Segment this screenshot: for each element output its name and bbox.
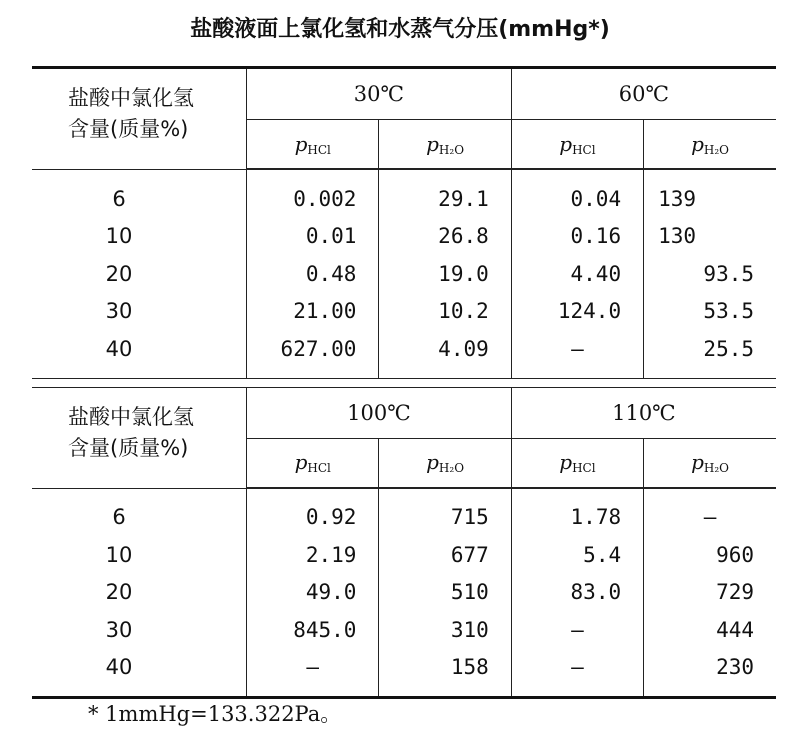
value-cell: 4.09 — [379, 330, 511, 378]
value-cell: 715 — [379, 488, 511, 536]
value-cell: 444 — [716, 617, 754, 642]
temp-header-100: 100℃ — [247, 388, 512, 439]
value-cell: 139 — [658, 186, 697, 211]
value-cell: 19.0 — [379, 255, 511, 293]
pct-cell: 10 — [32, 536, 247, 574]
table-row — [32, 293, 776, 331]
temp-header-30: 30℃ — [247, 69, 512, 120]
value-cell: 0.04 — [511, 170, 643, 218]
row-header-line1: 盐酸中氯化氢 — [68, 86, 194, 110]
value-cell: 0.002 — [247, 170, 379, 218]
sub-header-ph2o: $p_{H_2O}$ — [644, 120, 776, 169]
row-header — [32, 69, 247, 169]
value-cell: 0.01 — [247, 218, 379, 256]
value-cell: — — [247, 649, 379, 697]
value-cell: — — [511, 330, 643, 378]
sub-header-ph2o: $p_{H_2O}$ — [379, 120, 511, 169]
pct-cell: 6 — [32, 488, 247, 536]
pressure-table — [32, 66, 776, 699]
value-cell: 627.00 — [247, 330, 379, 378]
table-block-1 — [32, 69, 776, 378]
value-cell: 4.40 — [511, 255, 643, 293]
sub-header-phcl: $p_{HCl}$ — [511, 120, 643, 169]
sub-header-phcl: $p_{HCl}$ — [511, 438, 643, 487]
value-cell: 510 — [379, 574, 511, 612]
table-block-2 — [32, 388, 776, 697]
table-row — [32, 330, 776, 378]
sub-header-ph2o: $p_{H_2O}$ — [644, 438, 776, 487]
pct-cell: 30 — [32, 611, 247, 649]
pct-cell: 30 — [32, 293, 247, 331]
value-cell: 310 — [379, 611, 511, 649]
block-separator — [32, 378, 776, 388]
value-cell: 845.0 — [247, 611, 379, 649]
value-cell: 49.0 — [247, 574, 379, 612]
row-header-line2: 含量(质量%) — [68, 435, 189, 460]
value-cell: 677 — [379, 536, 511, 574]
table-row — [32, 488, 776, 536]
footnote: * 1mmHg=133.322Pa。 — [88, 702, 342, 726]
pct-cell: 20 — [32, 255, 247, 293]
value-cell: — — [703, 505, 717, 530]
value-cell: — — [511, 611, 643, 649]
temp-header-60: 60℃ — [511, 69, 776, 120]
value-cell: 21.00 — [247, 293, 379, 331]
value-cell: 10.2 — [379, 293, 511, 331]
value-cell: 0.48 — [247, 255, 379, 293]
value-cell: 53.5 — [703, 299, 754, 324]
pct-cell: 40 — [32, 649, 247, 697]
table-row — [32, 611, 776, 649]
table-row — [32, 649, 776, 697]
row-header-line1: 盐酸中氯化氢 — [68, 404, 194, 429]
pct-cell: 10 — [32, 218, 247, 256]
value-cell: 729 — [716, 580, 754, 605]
table-row — [32, 218, 776, 256]
pct-cell: 20 — [32, 574, 247, 612]
table-title: 盐酸液面上氯化氢和水蒸气分压(mmHg*) — [190, 17, 610, 42]
value-cell: 2.19 — [247, 536, 379, 574]
row-header-line2: 含量(质量%) — [68, 117, 189, 141]
temp-header-110: 110℃ — [511, 388, 776, 439]
pct-cell: 6 — [32, 170, 247, 218]
value-cell: 130 — [658, 224, 697, 249]
value-cell: — — [511, 649, 643, 697]
sub-header-phcl: $p_{HCl}$ — [247, 120, 379, 169]
value-cell: 93.5 — [703, 261, 754, 286]
table-row — [32, 536, 776, 574]
value-cell: 0.92 — [247, 488, 379, 536]
row-header — [32, 388, 247, 488]
data-rows-block-2 — [32, 488, 776, 696]
table-row — [32, 574, 776, 612]
table-row — [32, 170, 776, 218]
value-cell: 960 — [716, 542, 754, 567]
value-cell: 83.0 — [511, 574, 643, 612]
value-cell: 25.5 — [703, 336, 754, 361]
value-cell: 29.1 — [379, 170, 511, 218]
sub-header-phcl: $p_{HCl}$ — [247, 438, 379, 487]
value-cell: 158 — [379, 649, 511, 697]
value-cell: 0.16 — [511, 218, 643, 256]
value-cell: 124.0 — [511, 293, 643, 331]
value-cell: 5.4 — [511, 536, 643, 574]
data-rows-block-1 — [32, 170, 776, 378]
value-cell: 1.78 — [511, 488, 643, 536]
value-cell: 230 — [716, 655, 754, 680]
sub-header-ph2o: $p_{H_2O}$ — [379, 438, 511, 487]
value-cell: 26.8 — [379, 218, 511, 256]
pct-cell: 40 — [32, 330, 247, 378]
table-row — [32, 255, 776, 293]
